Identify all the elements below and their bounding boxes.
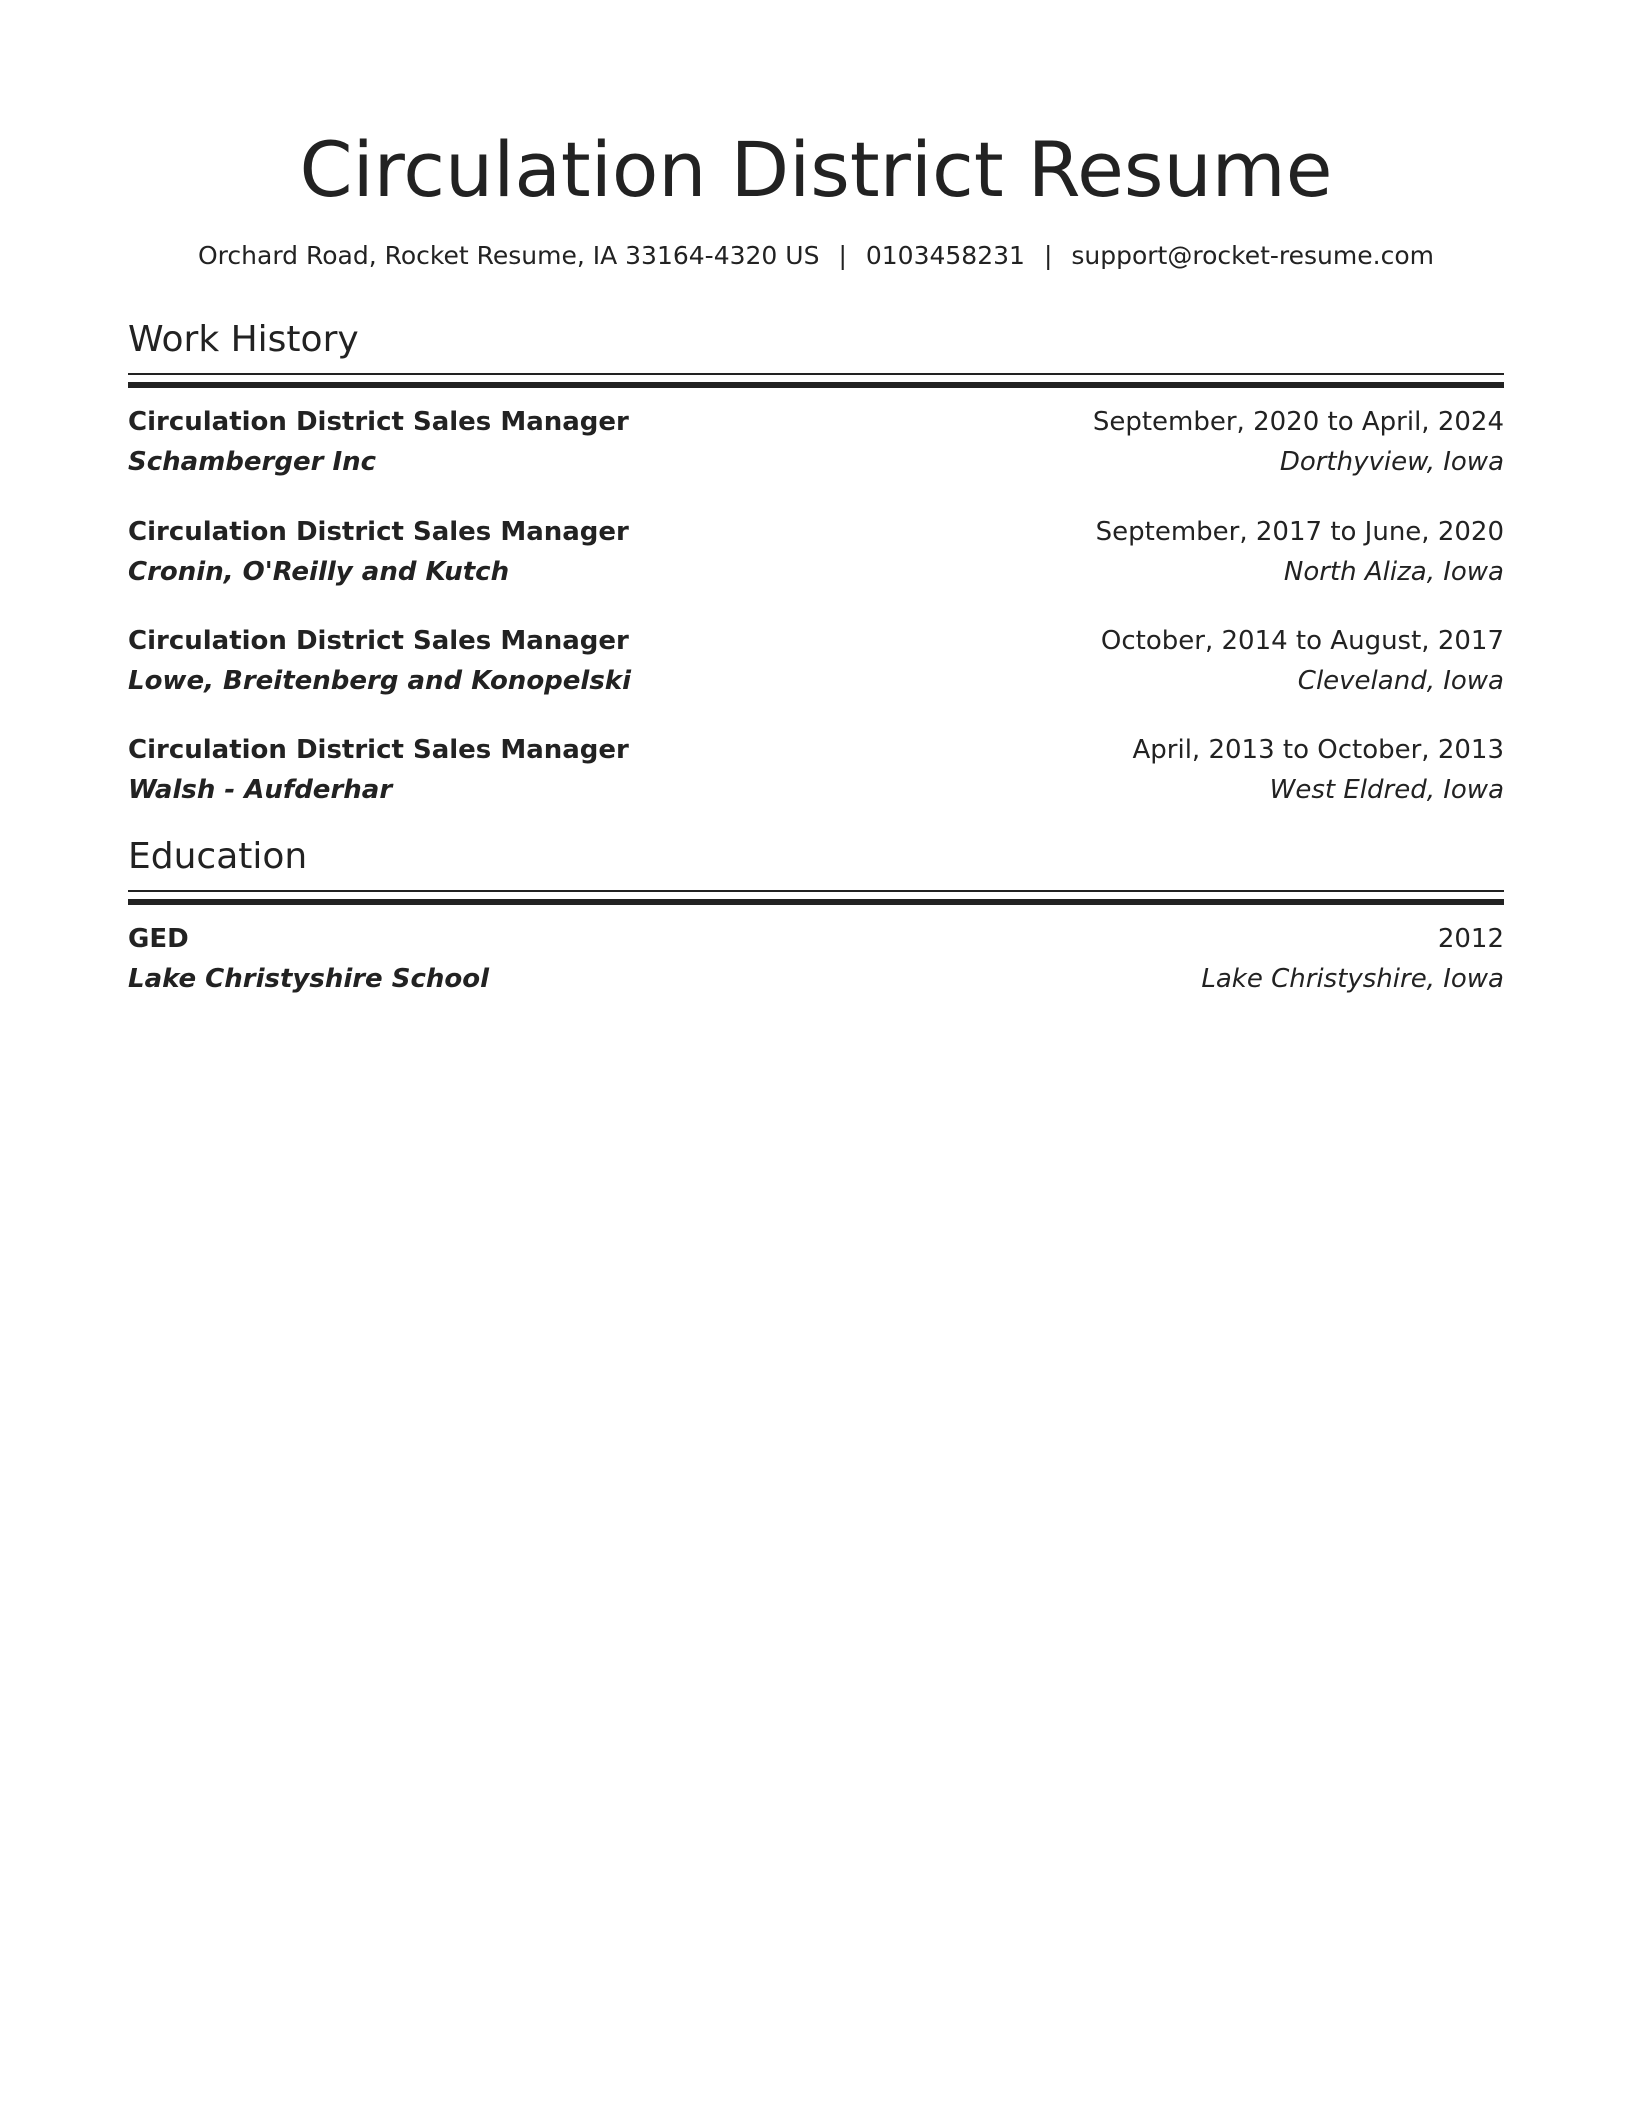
section-heading-work-history: Work History xyxy=(128,319,359,360)
education-entry xyxy=(128,919,1504,999)
school-name: Lake Christyshire School xyxy=(128,964,490,994)
section-rule-thick xyxy=(128,382,1504,388)
contact-separator: | xyxy=(1043,241,1053,270)
section-rule-thick xyxy=(128,899,1504,905)
work-entry xyxy=(128,402,1504,482)
graduation-year: 2012 xyxy=(1437,924,1504,954)
job-location: North Aliza, Iowa xyxy=(1283,557,1504,587)
job-dates: April, 2013 to October, 2013 xyxy=(1132,735,1504,765)
job-title: Circulation District Sales Manager xyxy=(128,735,629,765)
contact-separator: | xyxy=(838,241,847,270)
school-location: Lake Christyshire, Iowa xyxy=(1201,964,1504,994)
job-dates: September, 2017 to June, 2020 xyxy=(1095,517,1504,547)
company-name: Schamberger Inc xyxy=(128,447,377,477)
job-location: West Eldred, Iowa xyxy=(1269,775,1504,805)
job-dates: September, 2020 to April, 2024 xyxy=(1092,407,1504,437)
education-section xyxy=(128,833,1504,881)
job-title: Circulation District Sales Manager xyxy=(128,407,629,437)
work-entry xyxy=(128,730,1504,810)
company-name: Cronin, O'Reilly and Kutch xyxy=(128,557,510,587)
job-location: Cleveland, Iowa xyxy=(1297,666,1504,696)
section-rule-thin xyxy=(128,373,1504,375)
section-rule-thin xyxy=(128,890,1504,892)
resume-title: Circulation District Resume xyxy=(299,125,1333,214)
work-entry xyxy=(128,512,1504,592)
work-entry xyxy=(128,621,1504,701)
job-title: Circulation District Sales Manager xyxy=(128,517,629,547)
company-name: Walsh - Aufderhar xyxy=(128,775,393,805)
contact-address: Orchard Road, Rocket Resume, IA 33164-4320 US xyxy=(198,241,820,270)
job-dates: October, 2014 to August, 2017 xyxy=(1100,626,1504,656)
contact-phone: 0103458231 xyxy=(865,241,1025,270)
contact-line xyxy=(128,238,1504,274)
section-heading-education: Education xyxy=(128,836,308,877)
company-name: Lowe, Breitenberg and Konopelski xyxy=(128,666,632,696)
job-location: Dorthyview, Iowa xyxy=(1279,447,1504,477)
work-history-section xyxy=(128,316,1504,364)
job-title: Circulation District Sales Manager xyxy=(128,626,629,656)
degree-name: GED xyxy=(128,924,189,954)
contact-email: support@rocket-resume.com xyxy=(1071,241,1434,270)
